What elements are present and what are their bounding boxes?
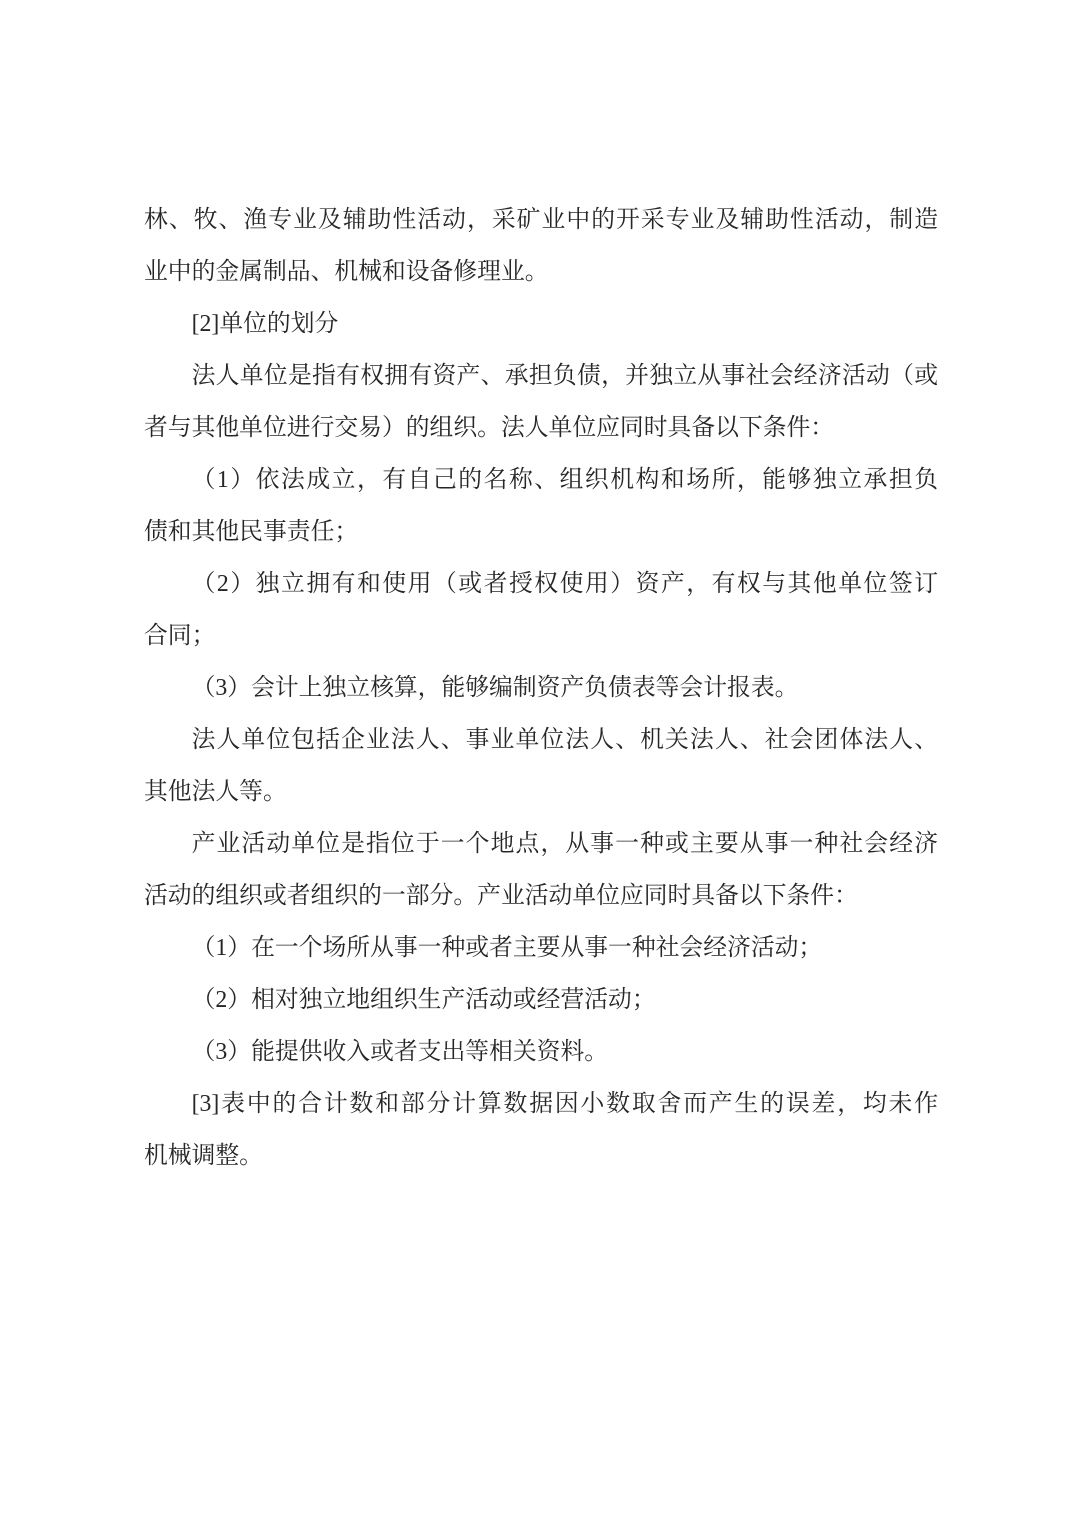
text-line: （3）能提供收入或者支出等相关资料。 xyxy=(191,1039,609,1065)
text-line: 法人单位是指有权拥有资产、承担负债，并独立从事社会经济活动（或 xyxy=(191,363,938,389)
text-line: [3]表中的合计数和部分计算数据因小数取舍而产生的误差，均未作 xyxy=(191,1091,938,1117)
paragraph xyxy=(144,194,938,298)
text-line: （3）会计上独立核算，能够编制资产负债表等会计报表。 xyxy=(191,675,799,701)
text-line: （2）相对独立地组织生产活动或经营活动； xyxy=(191,987,656,1013)
text-line: 法人单位包括企业法人、事业单位法人、机关法人、社会团体法人、 xyxy=(191,727,938,753)
paragraph xyxy=(144,974,938,1026)
text-line: （2）独立拥有和使用（或者授权使用）资产，有权与其他单位签订 xyxy=(191,571,938,597)
text-line: （1）在一个场所从事一种或者主要从事一种社会经济活动； xyxy=(191,935,823,961)
text-line: 其他法人等。 xyxy=(144,779,287,805)
document-content xyxy=(144,194,938,1182)
paragraph xyxy=(144,1026,938,1078)
text-line: [2]单位的划分 xyxy=(191,311,339,337)
paragraph xyxy=(144,662,938,714)
paragraph xyxy=(144,350,938,454)
text-line: 活动的组织或者组织的一部分。产业活动单位应同时具备以下条件： xyxy=(144,883,858,909)
text-line: 者与其他单位进行交易）的组织。法人单位应同时具备以下条件： xyxy=(144,415,835,441)
paragraph xyxy=(144,714,938,818)
text-line: 合同； xyxy=(144,623,216,649)
paragraph xyxy=(144,1078,938,1182)
text-line: 债和其他民事责任； xyxy=(144,519,359,545)
paragraph xyxy=(144,922,938,974)
text-line: 业中的金属制品、机械和设备修理业。 xyxy=(144,259,549,285)
paragraph xyxy=(144,454,938,558)
paragraph xyxy=(144,558,938,662)
text-line: 产业活动单位是指位于一个地点，从事一种或主要从事一种社会经济 xyxy=(191,831,938,857)
text-line: 林、牧、渔专业及辅助性活动，采矿业中的开采专业及辅助性活动，制造 xyxy=(144,207,938,233)
paragraph xyxy=(144,818,938,922)
text-line: 机械调整。 xyxy=(144,1143,263,1169)
paragraph xyxy=(144,298,938,350)
text-line: （1）依法成立，有自己的名称、组织机构和场所，能够独立承担负 xyxy=(191,467,938,493)
